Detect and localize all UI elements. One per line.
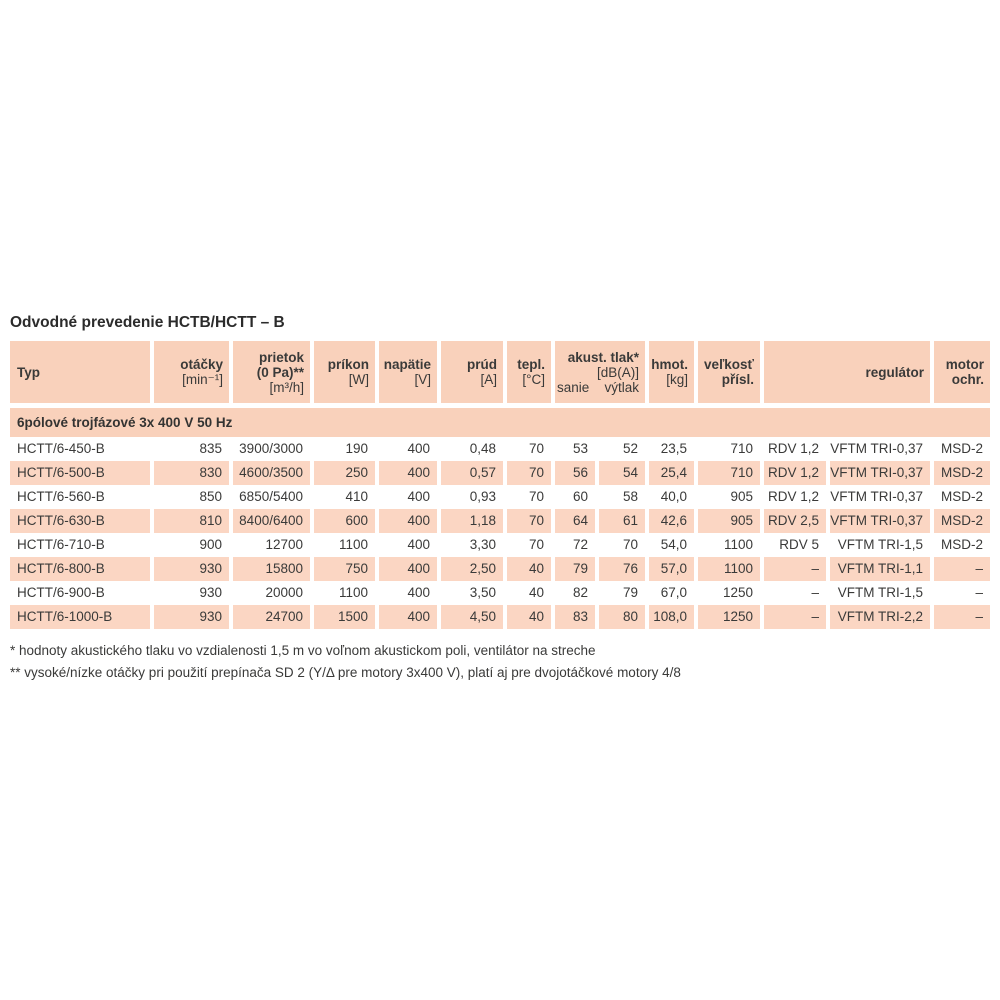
cell-sanie: 60 <box>572 489 588 504</box>
cell-velkost-prisl: 905 <box>730 489 753 504</box>
cell-hmot: 23,5 <box>660 441 687 456</box>
header-unit: [min⁻¹] <box>182 372 223 387</box>
cell-tepl: 70 <box>528 489 544 504</box>
cell-typ: HCTT/6-560-B <box>17 489 105 504</box>
cell-prud: 1,18 <box>441 509 503 533</box>
cell-prietok: 15800 <box>233 557 310 581</box>
cell-tepl: 70 <box>507 509 551 533</box>
header-label: napätie <box>383 357 431 372</box>
header-label: prietok <box>258 349 304 365</box>
cell-sanie: 72 <box>572 537 588 552</box>
cell-hmot: 54,0 <box>660 537 687 552</box>
cell-regulator-vftm: VFTM TRI-0,37 <box>830 441 923 456</box>
header-row <box>10 341 990 403</box>
cell-prietok: 24700 <box>233 605 310 629</box>
header-unit: [m³/h] <box>269 379 304 395</box>
cell-velkost-prisl: 1250 <box>698 605 760 629</box>
cell-prikon: 410 <box>345 489 368 504</box>
cell-napatie: 400 <box>379 461 437 485</box>
footnote-2: ** vysoké/nízke otáčky pri použití prepínača SD 2 (Y/Δ pre motory 3x400 V), platí aj pre dvojotáčkové motory 4/8 <box>10 665 681 680</box>
column-header-otacky <box>154 341 229 403</box>
footnote-1: * hodnoty akustického tlaku vo vzdialenosti 1,5 m vo voľnom akustickom poli, ventilátor na streche <box>10 643 596 658</box>
table-row <box>10 437 990 461</box>
header-label: prúd <box>467 357 497 372</box>
cell-velkost-prisl: 710 <box>730 441 753 456</box>
cell-hmot: 25,4 <box>649 461 694 485</box>
cell-vytlak: 58 <box>622 489 638 504</box>
cell-prikon: 250 <box>314 461 375 485</box>
cell-vytlak: 61 <box>599 509 645 533</box>
cell-otacky: 930 <box>154 605 229 629</box>
cell-tepl: 70 <box>507 461 551 485</box>
cell-regulator-rdv: – <box>764 605 826 629</box>
cell-prietok: 3900/3000 <box>239 441 303 456</box>
cell-typ: HCTT/6-500-B <box>10 461 150 485</box>
header-label: (0 Pa)** <box>256 364 304 380</box>
cell-prikon: 1500 <box>314 605 375 629</box>
cell-regulator-vftm: VFTM TRI-1,5 <box>837 585 923 600</box>
cell-otacky: 930 <box>154 557 229 581</box>
column-header-napatie <box>379 341 437 403</box>
cell-regulator-vftm: VFTM TRI-1,5 <box>837 537 923 552</box>
cell-hmot: 42,6 <box>649 509 694 533</box>
cell-vytlak: 80 <box>599 605 645 629</box>
column-header-akust-tlak <box>555 341 645 403</box>
cell-velkost-prisl: 710 <box>698 461 760 485</box>
cell-sanie: 83 <box>555 605 595 629</box>
cell-typ: HCTT/6-800-B <box>10 557 150 581</box>
header-unit: [V] <box>414 372 431 387</box>
cell-hmot: 40,0 <box>660 489 687 504</box>
cell-typ: HCTT/6-900-B <box>17 585 105 600</box>
cell-sanie: 82 <box>572 585 588 600</box>
header-label: príkon <box>327 357 369 372</box>
cell-vytlak: 76 <box>599 557 645 581</box>
cell-motor-ochr: – <box>934 557 990 581</box>
cell-motor-ochr: MSD-2 <box>940 489 983 504</box>
cell-prud: 0,57 <box>441 461 503 485</box>
column-header-regulator <box>764 341 930 403</box>
header-unit: [kg] <box>666 372 688 387</box>
cell-typ: HCTT/6-1000-B <box>10 605 150 629</box>
cell-prietok: 8400/6400 <box>233 509 310 533</box>
header-label: tepl. <box>517 357 545 372</box>
cell-regulator-vftm: VFTM TRI-0,37 <box>830 509 930 533</box>
cell-typ: HCTT/6-450-B <box>17 441 105 456</box>
cell-prikon: 750 <box>314 557 375 581</box>
cell-otacky: 850 <box>199 489 222 504</box>
cell-typ: HCTT/6-710-B <box>17 537 105 552</box>
cell-napatie: 400 <box>407 537 430 552</box>
header-label: akust. tlak* <box>567 349 639 365</box>
cell-prietok: 6850/5400 <box>239 489 303 504</box>
cell-prikon: 190 <box>345 441 368 456</box>
cell-hmot: 57,0 <box>649 557 694 581</box>
cell-napatie: 400 <box>379 557 437 581</box>
cell-regulator-rdv: – <box>764 557 826 581</box>
cell-prietok: 12700 <box>265 537 303 552</box>
cell-hmot: 67,0 <box>660 585 687 600</box>
column-header-prikon <box>314 341 375 403</box>
cell-regulator-rdv: – <box>811 585 819 600</box>
cell-regulator-rdv: RDV 5 <box>779 537 819 552</box>
column-header-prietok <box>233 341 310 403</box>
cell-tepl: 70 <box>528 537 544 552</box>
cell-napatie: 400 <box>407 489 430 504</box>
table-row <box>10 485 990 509</box>
column-header-tepl <box>507 341 551 403</box>
cell-prud: 3,30 <box>469 537 496 552</box>
cell-velkost-prisl: 1100 <box>698 557 760 581</box>
subheader-sanie: sanie <box>557 379 590 395</box>
header-label: motor <box>945 357 984 372</box>
cell-vytlak: 54 <box>599 461 645 485</box>
header-subcolumns <box>555 380 639 395</box>
cell-napatie: 400 <box>379 509 437 533</box>
cell-regulator-rdv: RDV 1,2 <box>767 489 819 504</box>
header-unit: [A] <box>480 372 497 387</box>
cell-motor-ochr: MSD-2 <box>940 537 983 552</box>
table-row <box>10 461 990 485</box>
cell-napatie: 400 <box>407 585 430 600</box>
cell-prud: 4,50 <box>441 605 503 629</box>
cell-prikon: 600 <box>314 509 375 533</box>
cell-motor-ochr: MSD-2 <box>940 441 983 456</box>
header-unit: [W] <box>348 372 369 387</box>
cell-napatie: 400 <box>379 605 437 629</box>
cell-velkost-prisl: 1250 <box>722 585 753 600</box>
section-header-label: 6pólové trojfázové 3x 400 V 50 Hz <box>17 415 233 430</box>
section-header <box>10 408 990 437</box>
header-label: přísl. <box>721 372 754 387</box>
cell-prud: 0,93 <box>469 489 496 504</box>
cell-otacky: 900 <box>199 537 222 552</box>
cell-motor-ochr: MSD-2 <box>934 461 990 485</box>
header-label: veľkosť <box>704 357 754 372</box>
cell-prud: 2,50 <box>441 557 503 581</box>
column-header-typ <box>10 341 150 403</box>
cell-otacky: 830 <box>154 461 229 485</box>
cell-sanie: 64 <box>555 509 595 533</box>
cell-otacky: 810 <box>154 509 229 533</box>
cell-tepl: 40 <box>507 605 551 629</box>
cell-velkost-prisl: 905 <box>698 509 760 533</box>
table-row <box>10 605 990 629</box>
header-label: ochr. <box>951 372 984 387</box>
cell-vytlak: 79 <box>622 585 638 600</box>
header-label: hmot. <box>651 357 688 372</box>
cell-tepl: 70 <box>528 441 544 456</box>
cell-napatie: 400 <box>407 441 430 456</box>
cell-hmot: 108,0 <box>649 605 694 629</box>
cell-vytlak: 70 <box>622 537 638 552</box>
column-header-prud <box>441 341 503 403</box>
table-row <box>10 581 990 605</box>
cell-typ: HCTT/6-630-B <box>10 509 150 533</box>
spec-table <box>10 341 990 629</box>
cell-vytlak: 52 <box>622 441 638 456</box>
cell-motor-ochr: MSD-2 <box>934 509 990 533</box>
cell-prietok: 4600/3500 <box>233 461 310 485</box>
cell-regulator-vftm: VFTM TRI-1,1 <box>830 557 930 581</box>
footnotes <box>10 640 681 684</box>
cell-prikon: 1100 <box>338 537 368 552</box>
cell-prietok: 20000 <box>265 585 303 600</box>
cell-tepl: 40 <box>528 585 544 600</box>
cell-prikon: 1100 <box>338 585 368 600</box>
cell-sanie: 79 <box>555 557 595 581</box>
cell-sanie: 53 <box>572 441 588 456</box>
table-row <box>10 533 990 557</box>
header-label: Typ <box>17 364 40 380</box>
cell-prud: 3,50 <box>469 585 496 600</box>
cell-velkost-prisl: 1100 <box>723 537 753 552</box>
column-header-velkost-prisl <box>698 341 760 403</box>
cell-motor-ochr: – <box>975 585 983 600</box>
header-unit: [dB(A)] <box>596 364 639 380</box>
cell-tepl: 40 <box>507 557 551 581</box>
cell-regulator-rdv: RDV 1,2 <box>767 441 819 456</box>
subheader-vytlak: výtlak <box>604 379 639 395</box>
column-header-motor-ochr <box>934 341 990 403</box>
cell-regulator-vftm: VFTM TRI-2,2 <box>830 605 930 629</box>
cell-otacky: 930 <box>199 585 222 600</box>
header-label: regulátor <box>865 364 924 380</box>
table-row <box>10 557 990 581</box>
header-label: otáčky <box>180 357 223 372</box>
cell-regulator-vftm: VFTM TRI-0,37 <box>830 461 930 485</box>
header-unit: [°C] <box>522 372 545 387</box>
page-title: Odvodné prevedenie HCTB/HCTT – B <box>10 314 285 331</box>
cell-otacky: 835 <box>199 441 222 456</box>
cell-prud: 0,48 <box>469 441 496 456</box>
cell-regulator-vftm: VFTM TRI-0,37 <box>830 489 923 504</box>
cell-motor-ochr: – <box>934 605 990 629</box>
cell-regulator-rdv: RDV 2,5 <box>764 509 826 533</box>
table-row <box>10 509 990 533</box>
cell-sanie: 56 <box>555 461 595 485</box>
column-header-hmot <box>649 341 694 403</box>
table-body <box>10 437 990 629</box>
cell-regulator-rdv: RDV 1,2 <box>764 461 826 485</box>
